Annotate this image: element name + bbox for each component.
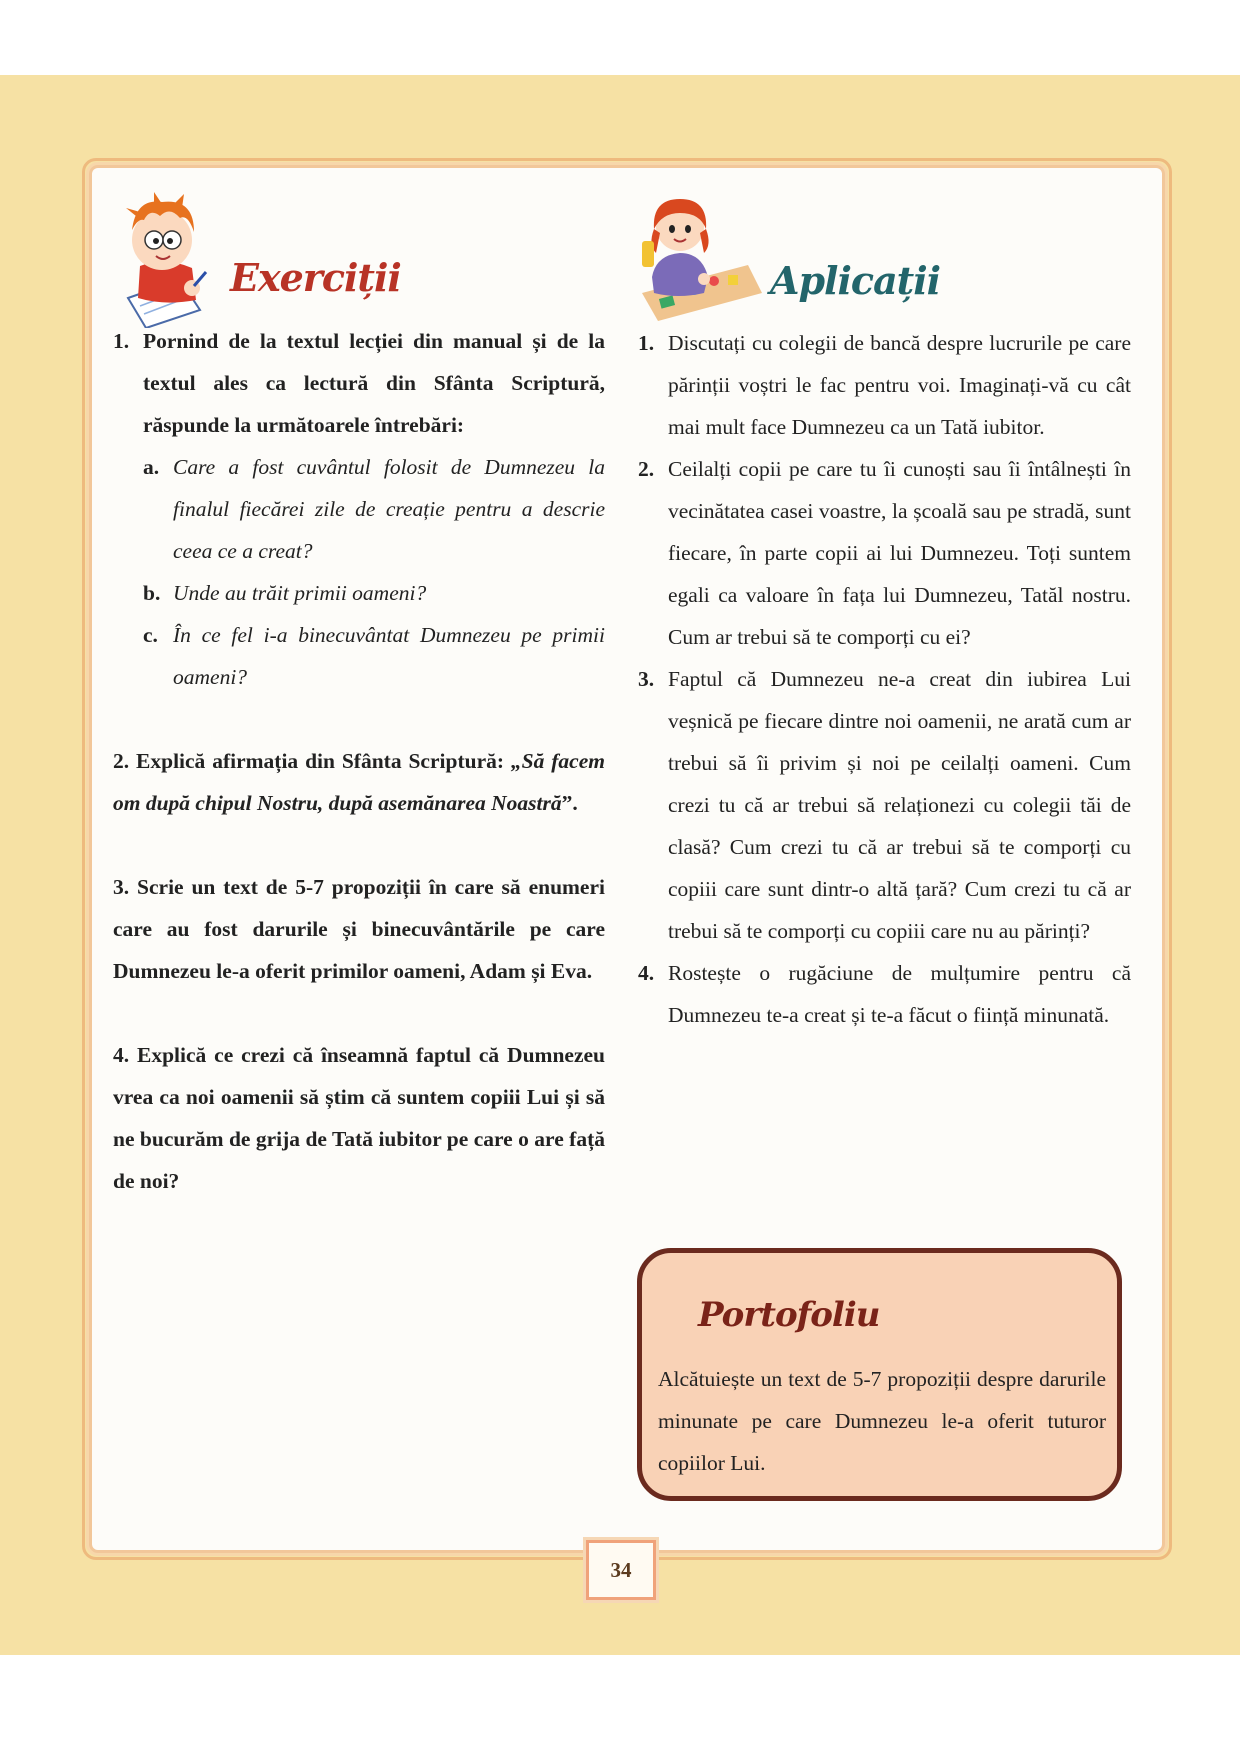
page-number: 34 <box>586 1540 656 1600</box>
aplicatii-column <box>638 322 1131 1036</box>
exercise-number: 1. <box>113 329 130 353</box>
exercise-item: 4. Explică ce crezi că înseamnă faptul că Dumnezeu vrea ca noi oamenii să știm că suntem copiii Lui și să ne bucurăm de grija de Tată iubitor pe care o are față de noi? <box>113 1043 605 1193</box>
exercise-item: 3. Scrie un text de 5-7 propoziții în care să enumeri care au fost darurile și binecuvântările pe care Dumnezeu le-a oferit primilor oameni, Adam și Eva. <box>113 875 605 983</box>
application-text: Ceilalți copii pe care tu îi cunoști sau îi întâlnești în vecinătatea casei voastre, la școală sau pe stradă, sunt fiecare, în parte copii ai lui Dumnezeu. Toți suntem egali ca valoare în fața lui Dumnezeu, Tatăl nostru. Cum ar trebui să te comporți cu ei? <box>668 457 1131 649</box>
question-item <box>113 614 605 698</box>
application-number: 1. <box>638 331 655 355</box>
question-text: În ce fel i-a binecuvântat Dumnezeu pe primii oameni? <box>173 623 605 689</box>
exercise-item <box>113 740 605 824</box>
exercitii-column <box>113 320 605 1202</box>
exercise-text: Pornind de la textul lecției din manual și de la textul ales ca lectură din Sfânta Scriptură, răspunde la următoarele întrebări: <box>143 329 605 437</box>
application-number: 4. <box>638 961 655 985</box>
aplicatii-title: Aplicații <box>770 258 941 303</box>
portfolio-title: Portofoliu <box>698 1295 880 1335</box>
exercise-text: 2. Explică afirmația din Sfânta Scriptură: <box>113 749 511 773</box>
application-text: Faptul că Dumnezeu ne-a creat din iubirea Lui veșnică pe fiecare dintre noi oamenii, ne arată cum ar trebui să îi privim și noi pe ceilalți oameni. Cum crezi tu că ar trebui să relaționezi cu colegii tăi de clasă? Cum crezi tu că ar trebui să te comporți cu copiii care sunt dintr-o altă țară? Cum crezi tu că ar trebui să te comporți cu copiii care nu au părinți? <box>668 667 1131 943</box>
question-item <box>113 572 605 614</box>
scripture-quote: „Să facem om după chipul Nostru, după asemănarea Noastră <box>113 749 605 815</box>
question-item <box>113 446 605 572</box>
application-text: Discutați cu colegii de bancă despre lucrurile pe care părinții voștri le fac pentru voi. Imaginați-vă cu cât mai mult face Dumnezeu ca un Tată iubitor. <box>668 331 1131 439</box>
exercise-item <box>113 320 605 446</box>
application-number: 3. <box>638 667 655 691</box>
portfolio-box <box>637 1248 1122 1501</box>
exercitii-title: Exerciții <box>230 255 401 300</box>
application-number: 2. <box>638 457 655 481</box>
girl-crafting-illustration <box>638 193 763 321</box>
question-letter: b. <box>143 581 161 605</box>
question-text: Care a fost cuvântul folosit de Dumnezeu la finalul fiecărei zile de creație pentru a descrie ceea ce a creat? <box>173 455 605 563</box>
application-item <box>638 952 1131 1036</box>
application-item <box>638 322 1131 448</box>
portfolio-text: Alcătuiește un text de 5-7 propoziții despre darurile minunate pe care Dumnezeu le-a oferit tuturor copiilor Lui. <box>658 1367 1106 1475</box>
question-letter: c. <box>143 623 158 647</box>
application-item <box>638 448 1131 658</box>
boy-writing-illustration <box>110 188 225 328</box>
application-text: Rostește o rugăciune de mulțumire pentru că Dumnezeu te-a creat și te-a făcut o ființă minunată. <box>668 961 1131 1027</box>
application-item <box>638 658 1131 952</box>
question-text: Unde au trăit primii oameni? <box>173 581 427 605</box>
question-letter: a. <box>143 455 160 479</box>
quote-end: ”. <box>561 791 578 815</box>
